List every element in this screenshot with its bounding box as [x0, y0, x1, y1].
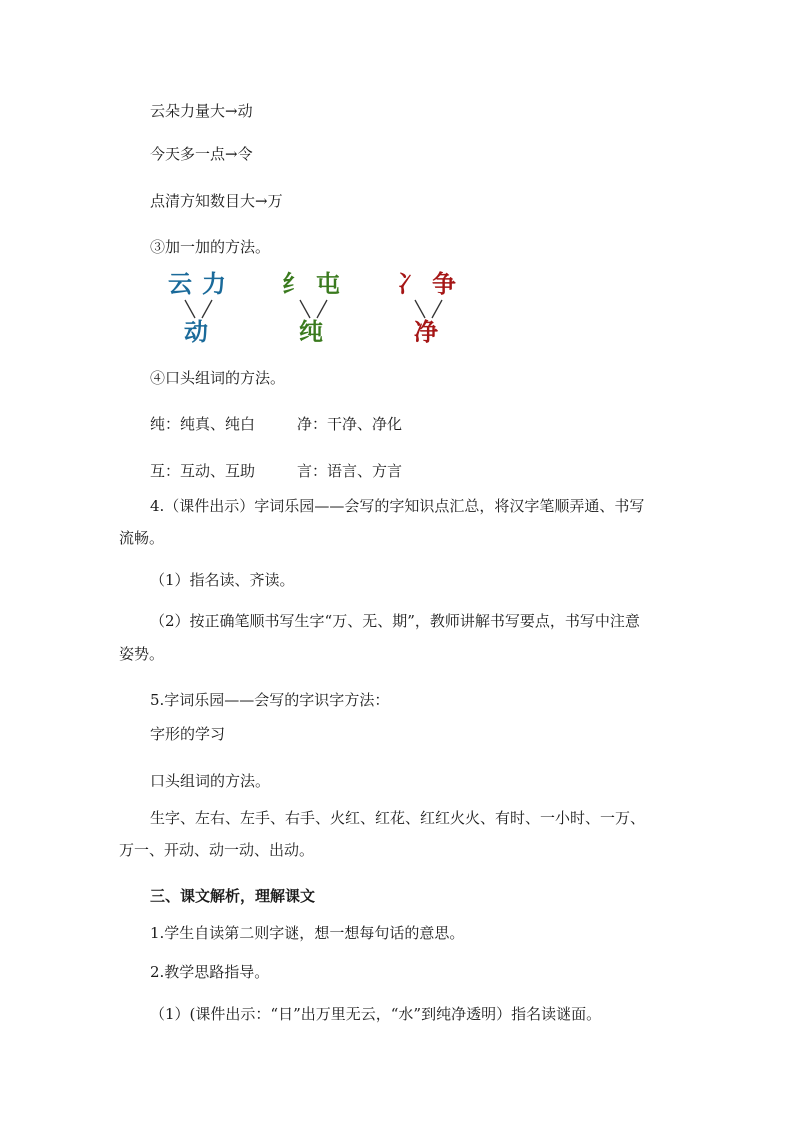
component-char: 力: [202, 269, 226, 298]
text-line: 纯：纯真、纯白: [150, 415, 256, 433]
component-char: 争: [432, 269, 456, 298]
text-line: 姿势。: [119, 645, 165, 663]
section-heading: 三、课文解析，理解课文: [150, 887, 316, 905]
text-line: 万一、开动、动一动、出动。: [119, 841, 315, 859]
arrow-line: [415, 300, 425, 318]
text-line: 1.学生自读第二则字谜，想一想每句话的意思。: [150, 924, 465, 942]
text-line: 4.（课件出示）字词乐园——会写的字知识点汇总，将汉字笔顺弄通、书写: [150, 497, 645, 515]
text-line: 净：干净、净化: [297, 415, 403, 433]
text-line: 字形的学习: [150, 725, 226, 743]
result-char: 净: [414, 317, 438, 346]
component-char: 屯: [316, 269, 340, 298]
text-line: 5.字词乐园——会写的字识字方法：: [150, 691, 390, 709]
text-line: ④口头组词的方法。: [150, 369, 286, 387]
result-char: 动: [184, 317, 208, 346]
component-char: 云: [168, 269, 192, 298]
character-composition-diagram: [162, 264, 482, 354]
text-line: ③加一加的方法。: [150, 238, 271, 256]
text-line: 口头组词的方法。: [150, 772, 271, 790]
text-line: （2）按正确笔顺书写生字“万、无、期”，教师讲解书写要点，书写中注意: [150, 612, 640, 630]
arrow-line: [202, 300, 212, 318]
text-line: 流畅。: [119, 529, 165, 547]
text-line: （1）指名读、齐读。: [150, 571, 295, 589]
text-line: 云朵力量大→动: [150, 102, 253, 120]
text-line: 言：语言、方言: [297, 462, 403, 480]
arrow-line: [317, 300, 327, 318]
arrow-line: [185, 300, 195, 318]
result-char: 纯: [299, 317, 323, 346]
component-char: 冫: [397, 269, 421, 298]
text-line: 今天多一点→令: [150, 145, 253, 163]
component-char: 纟: [282, 269, 306, 298]
text-line: 互：互动、互助: [150, 462, 256, 480]
arrow-line: [432, 300, 442, 318]
text-line: 生字、左右、左手、右手、火红、红花、红红火火、有时、一小时、一万、: [150, 809, 646, 827]
text-line: 2.教学思路指导。: [150, 963, 270, 981]
text-line: 点清方知数目大→万: [150, 192, 283, 210]
arrow-line: [300, 300, 310, 318]
text-line: （1）(课件出示：“日”出万里无云，“水”到纯净透明）指名读谜面。: [150, 1005, 602, 1023]
